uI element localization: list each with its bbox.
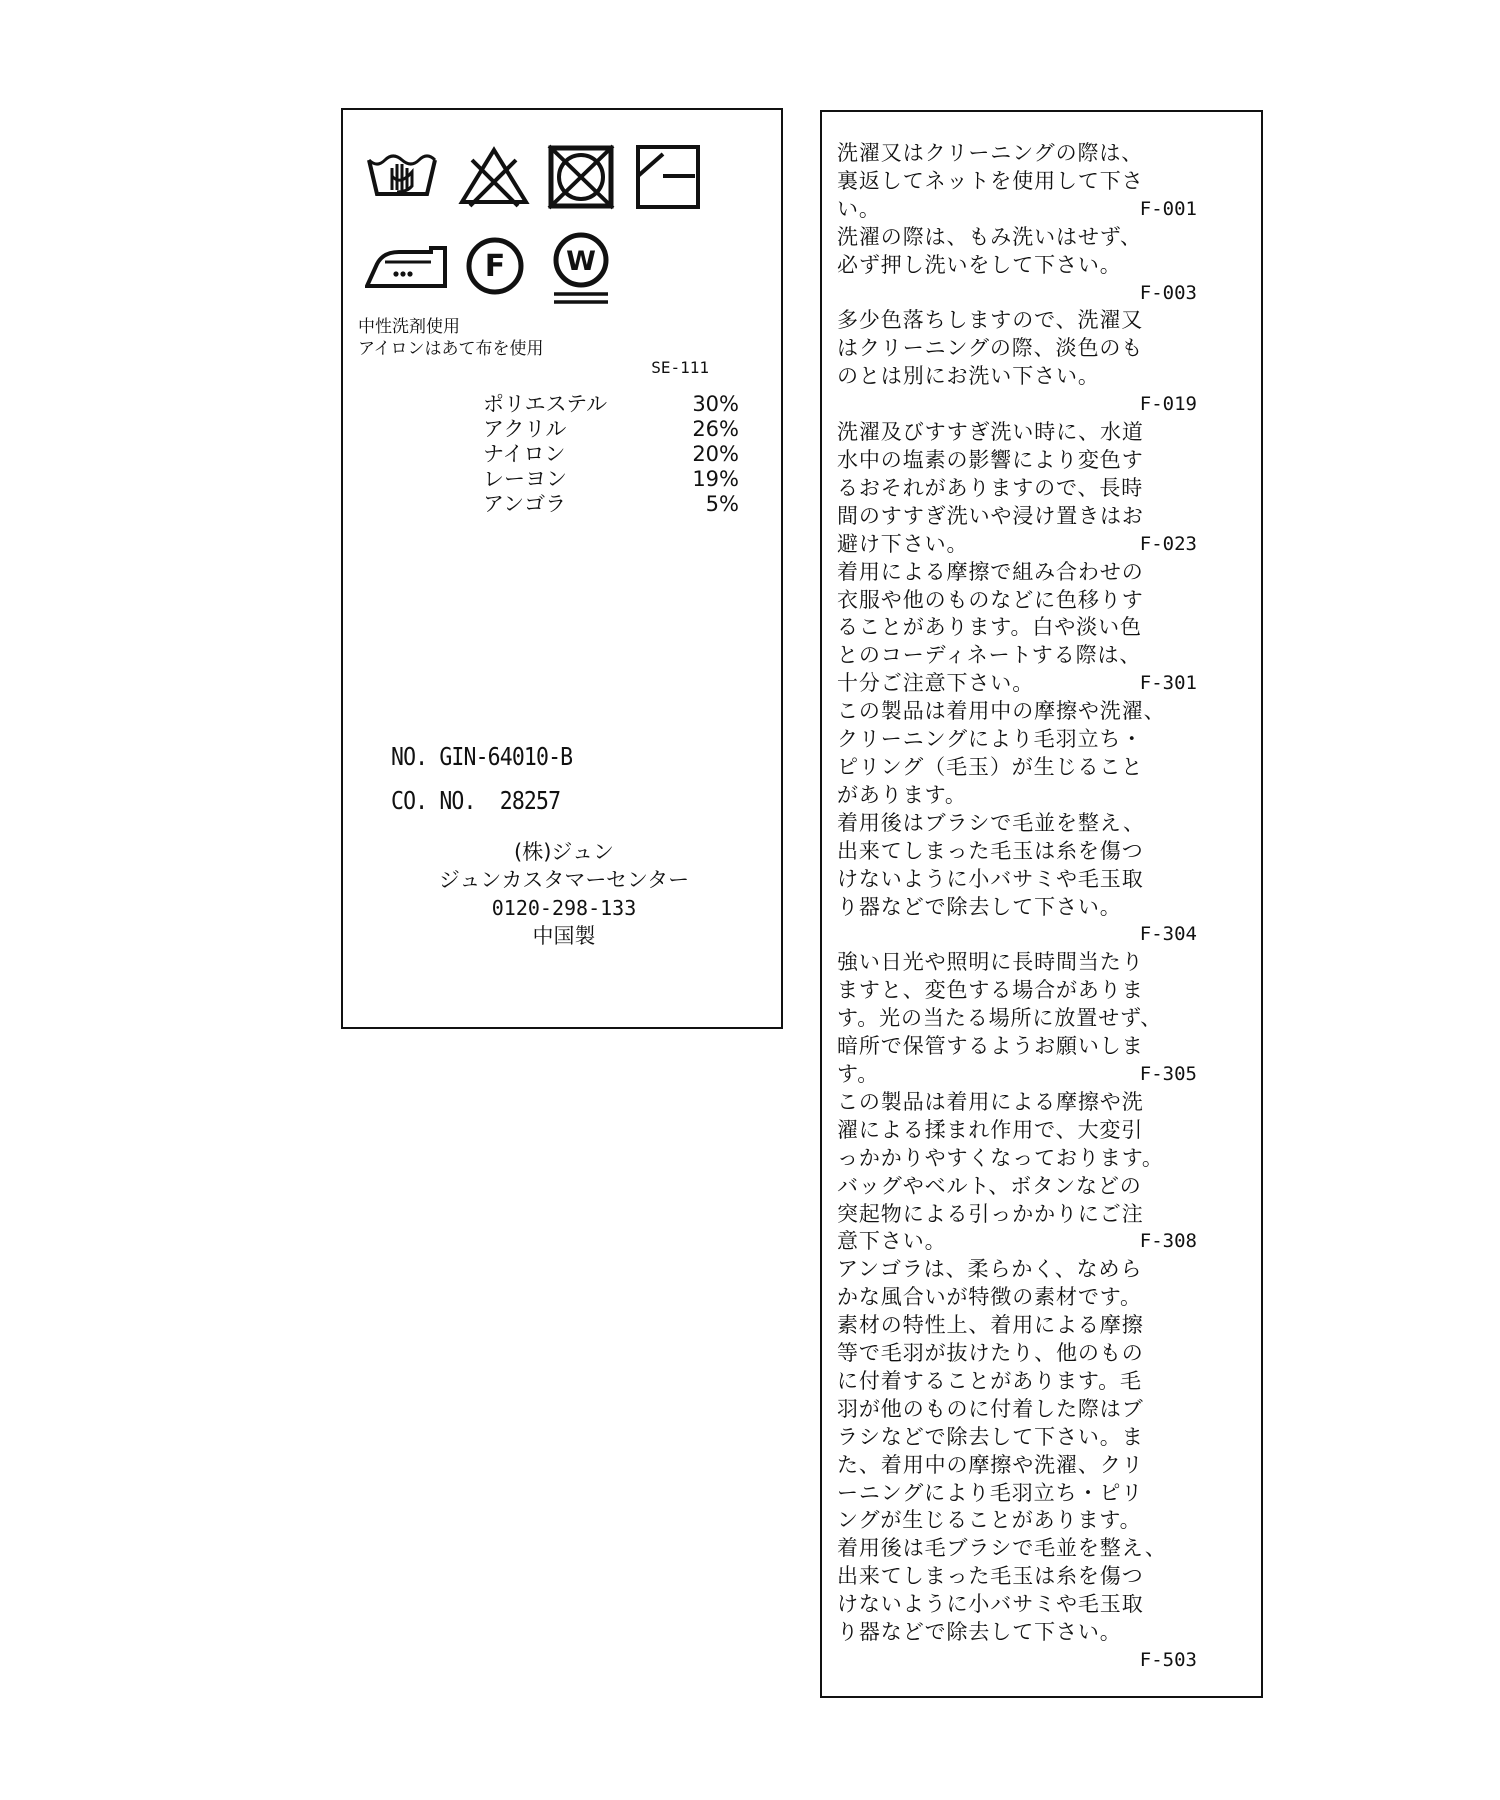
caution-note-code: F-019 xyxy=(1139,393,1197,416)
country-of-origin: 中国製 xyxy=(532,924,596,948)
customer-center: ジュンカスタマーセンター xyxy=(438,868,690,892)
caution-note-text: 着用による摩擦で組み合わせの 衣服や他のものなどに色移りす ることがあります。白や淡い色 とのコーディネートする際は、 十分ご注意下さい。 xyxy=(837,559,1144,696)
caution-note-code: F-023 xyxy=(1139,532,1197,555)
composition-row xyxy=(483,467,739,492)
caution-note-text: アンゴラは、柔らかく、なめら かな風合いが特徴の素材です。 素材の特性上、着用による摩擦 等で毛羽が抜けたり、他のもの に付着することがあります。毛 羽が他のものに付着した際はブ ラシなどで除去して下さい。ま た、着用中の摩擦や洗濯、クリ ーニングにより毛羽立ち・ピリ ングが生じることがあります。 着用後は毛ブラシで毛並を整え、 出来てしまった毛玉は糸を傷つ けないように小バサミや毛玉取 り器などで除去して下さい。 xyxy=(837,1257,1167,1645)
wet-clean-w-icon xyxy=(551,232,611,306)
product-number: NO. GIN-64010-B xyxy=(391,742,573,771)
material-name: ナイロン xyxy=(483,442,566,466)
material-percent: 30% xyxy=(692,392,739,416)
iron-low-icon xyxy=(365,240,447,292)
caution-note xyxy=(837,698,1197,949)
caution-note-code: F-503 xyxy=(1139,1649,1197,1672)
material-percent: 26% xyxy=(692,417,739,441)
caution-notes-label xyxy=(820,110,1263,1698)
caution-note-text: 強い日光や照明に長時間当たり ますと、変色する場合がありま す。光の当たる場所に放置せず、 暗所で保管するようお願いしま す。 xyxy=(837,950,1163,1086)
fiber-composition xyxy=(483,392,739,517)
company-name: (株)ジュン xyxy=(514,840,614,864)
caution-note xyxy=(837,224,1197,308)
spec-code: SE-111 xyxy=(651,358,709,377)
dry-clean-f-icon xyxy=(465,236,525,296)
caution-note-code: F-304 xyxy=(1139,923,1197,946)
caution-note xyxy=(837,949,1197,1089)
material-name: アクリル xyxy=(483,417,567,441)
hand-wash-basin-icon xyxy=(365,146,439,206)
caution-note-text: 洗濯の際は、もみ洗いはせず、 必ず押し洗いをして下さい。 xyxy=(837,224,1142,277)
caution-note-code: F-308 xyxy=(1139,1230,1197,1253)
svg-text:F: F xyxy=(484,249,506,284)
care-label xyxy=(341,108,783,1029)
material-percent: 19% xyxy=(692,467,739,491)
composition-row xyxy=(483,417,739,442)
caution-note-code: F-001 xyxy=(1139,197,1197,220)
caution-note-code: F-003 xyxy=(1139,281,1197,304)
caution-note-text: 洗濯及びすすぎ洗い時に、水道 水中の塩素の影響により変色す るおそれがありますので、長時 間のすすぎ洗いや浸け置きはお 避け下さい。 xyxy=(837,420,1144,556)
no-tumble-dry-icon xyxy=(545,144,617,210)
line-dry-icon xyxy=(635,144,701,210)
phone-number: 0120-298-133 xyxy=(491,896,637,920)
caution-note-code: F-305 xyxy=(1139,1062,1197,1085)
composition-row xyxy=(483,492,739,517)
material-percent: 20% xyxy=(692,442,739,466)
detergent-note: 中性洗剤使用 xyxy=(358,317,460,337)
caution-note xyxy=(837,559,1197,699)
caution-note-text: 洗濯又はクリーニングの際は、 裏返してネットを使用して下さ い。 xyxy=(837,141,1144,221)
manufacturer-info xyxy=(343,838,785,950)
caution-note-code: F-301 xyxy=(1139,672,1197,695)
caution-notes-list xyxy=(837,140,1197,1675)
caution-note xyxy=(837,307,1197,419)
caution-note-text: 多少色落ちしますので、洗濯又 はクリーニングの際、淡色のも のとは別にお洗い下さい。 xyxy=(837,308,1144,389)
iron-cloth-note: アイロンはあて布を使用 xyxy=(358,339,544,359)
composition-row xyxy=(483,392,739,417)
no-bleach-icon xyxy=(458,146,530,208)
caution-note xyxy=(837,140,1197,224)
composition-row xyxy=(483,442,739,467)
caution-note-text: この製品は着用による摩擦や洗 濯による揉まれ作用で、大変引 っかかりやすくなっております。 バッグやベルト、ボタンなどの 突起物による引っかかりにご注 意下さい。 xyxy=(837,1089,1164,1254)
caution-note-text: この製品は着用中の摩擦や洗濯、 クリーニングにより毛羽立ち・ ピリング（毛玉）が生じること があります。 着用後はブラシで毛並を整え、 出来てしまった毛玉は糸を傷つ けないように小バサミや毛玉取 り器などで除去して下さい。 xyxy=(837,699,1166,919)
co-number: CO. NO. 28257 xyxy=(391,786,561,815)
material-name: レーヨン xyxy=(483,467,567,491)
material-percent: 5% xyxy=(705,492,739,516)
material-name: アンゴラ xyxy=(483,492,567,516)
material-name: ポリエステル xyxy=(483,392,608,416)
caution-note xyxy=(837,1089,1197,1256)
caution-note xyxy=(837,1256,1197,1675)
caution-note xyxy=(837,419,1197,559)
svg-text:W: W xyxy=(566,246,596,277)
